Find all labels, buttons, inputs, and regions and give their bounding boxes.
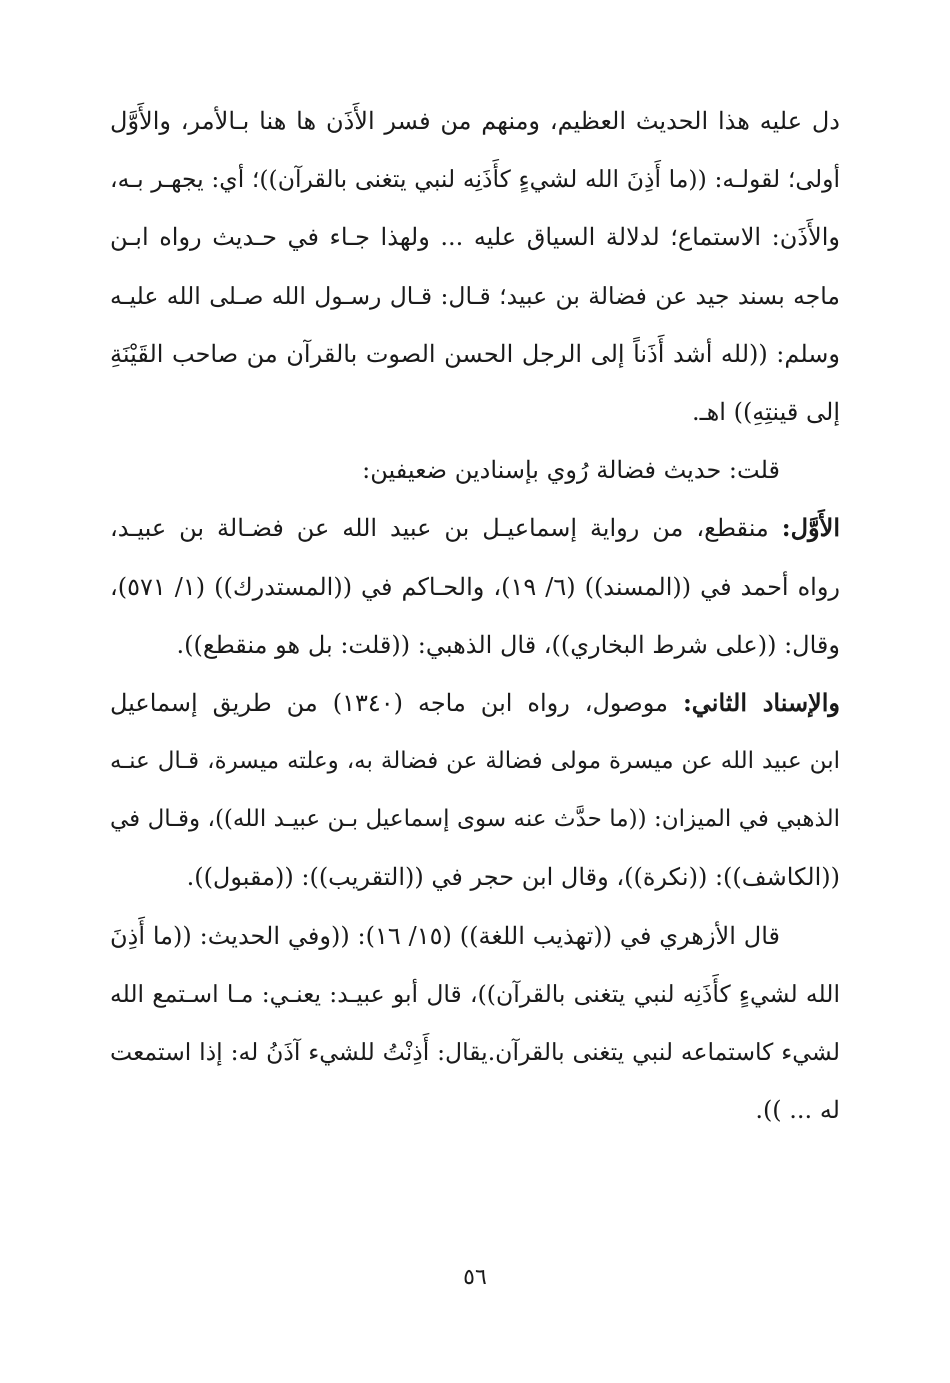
text-line: رواه أحمد في ((المسند)) (٦/ ١٩)، والحـاكم في ((المستدرك)) (١/ ٥٧١)،: [110, 572, 840, 601]
text-line: ماجه بسند جيد عن فضالة بن عبيد؛ قـال: قـال رسـول الله صـلى الله عليـه: [110, 281, 840, 310]
text-line: له ... )).: [755, 1096, 840, 1125]
text-line: الله لشيءٍ كأَذَنِه لنبي يتغنى بالقرآن))، قال أبو عبيـد: يعنـي: مـا اسـتمع الله: [110, 979, 840, 1008]
text-line: إلى قينتِهِ)) اهـ.: [691, 397, 840, 426]
text-segment: منقطع، من رواية إسماعيـل بن عبيد الله عن فضـالة بن عبيـد،: [110, 514, 769, 543]
label-second: والإسناد الثاني:: [682, 687, 840, 717]
text-line: [110, 499, 840, 557]
text-line: ابن عبيد الله عن ميسرة مولى فضالة عن فضالة به، وعلته ميسرة، قـال عنـه: [110, 748, 840, 775]
text-line: قال الأزهري في ((تهذيب اللغة)) (١٥/ ١٦): ((وفي الحديث: ((ما أَذِنَ: [110, 921, 781, 950]
text-line: [110, 674, 840, 732]
text-line: وقال: ((على شرط البخاري))، قال الذهبي: ((قلت: بل هو منقطع)).: [176, 630, 840, 659]
text-segment: موصول، رواه ابن ماجه (١٣٤٠) من طريق إسماعيل: [110, 688, 668, 717]
page-number: ٥٦: [463, 1265, 487, 1290]
text-line: قلت: حديث فضالة رُوي بإسنادين ضعيفين:: [362, 456, 780, 485]
label-first: الأَوَّل:: [781, 513, 840, 543]
text-line: الذهبي في الميزان: ((ما حدَّث عنه سوى إسماعيل بـن عبيـد الله))، وقـال في: [110, 806, 840, 833]
text-line: ((الكاشف)): ((نكرة))، وقال ابن حجر في ((التقريب)): ((مقبول)).: [186, 863, 840, 892]
text-line: والأَذَن: الاستماع؛ لدلالة السياق عليه ... ولهذا جـاء في حـديث رواه ابـن: [110, 223, 840, 252]
text-line: أولى؛ لقولـه: ((ما أَذِنَ الله لشيءٍ كأَذَنِه لنبي يتغنى بالقرآن))؛ أي: يجهـر بـه،: [110, 165, 840, 194]
text-line: وسلم: ((لله أشد أَذَناً إلى الرجل الحسن الصوت بالقرآن من صاحب القَيْنَةِ: [110, 339, 840, 368]
text-line: لشيء كاستماعه لنبي يتغنى بالقرآن.يقال: أَذِنْتُ للشيء آذَنُ له: إذا استمعت: [110, 1038, 840, 1066]
text-line: دل عليه هذا الحديث العظيم، ومنهم من فسر الأَذَن ها هنا بـالأمر، والأَوَّل: [110, 107, 840, 135]
body-text: [110, 92, 840, 1139]
